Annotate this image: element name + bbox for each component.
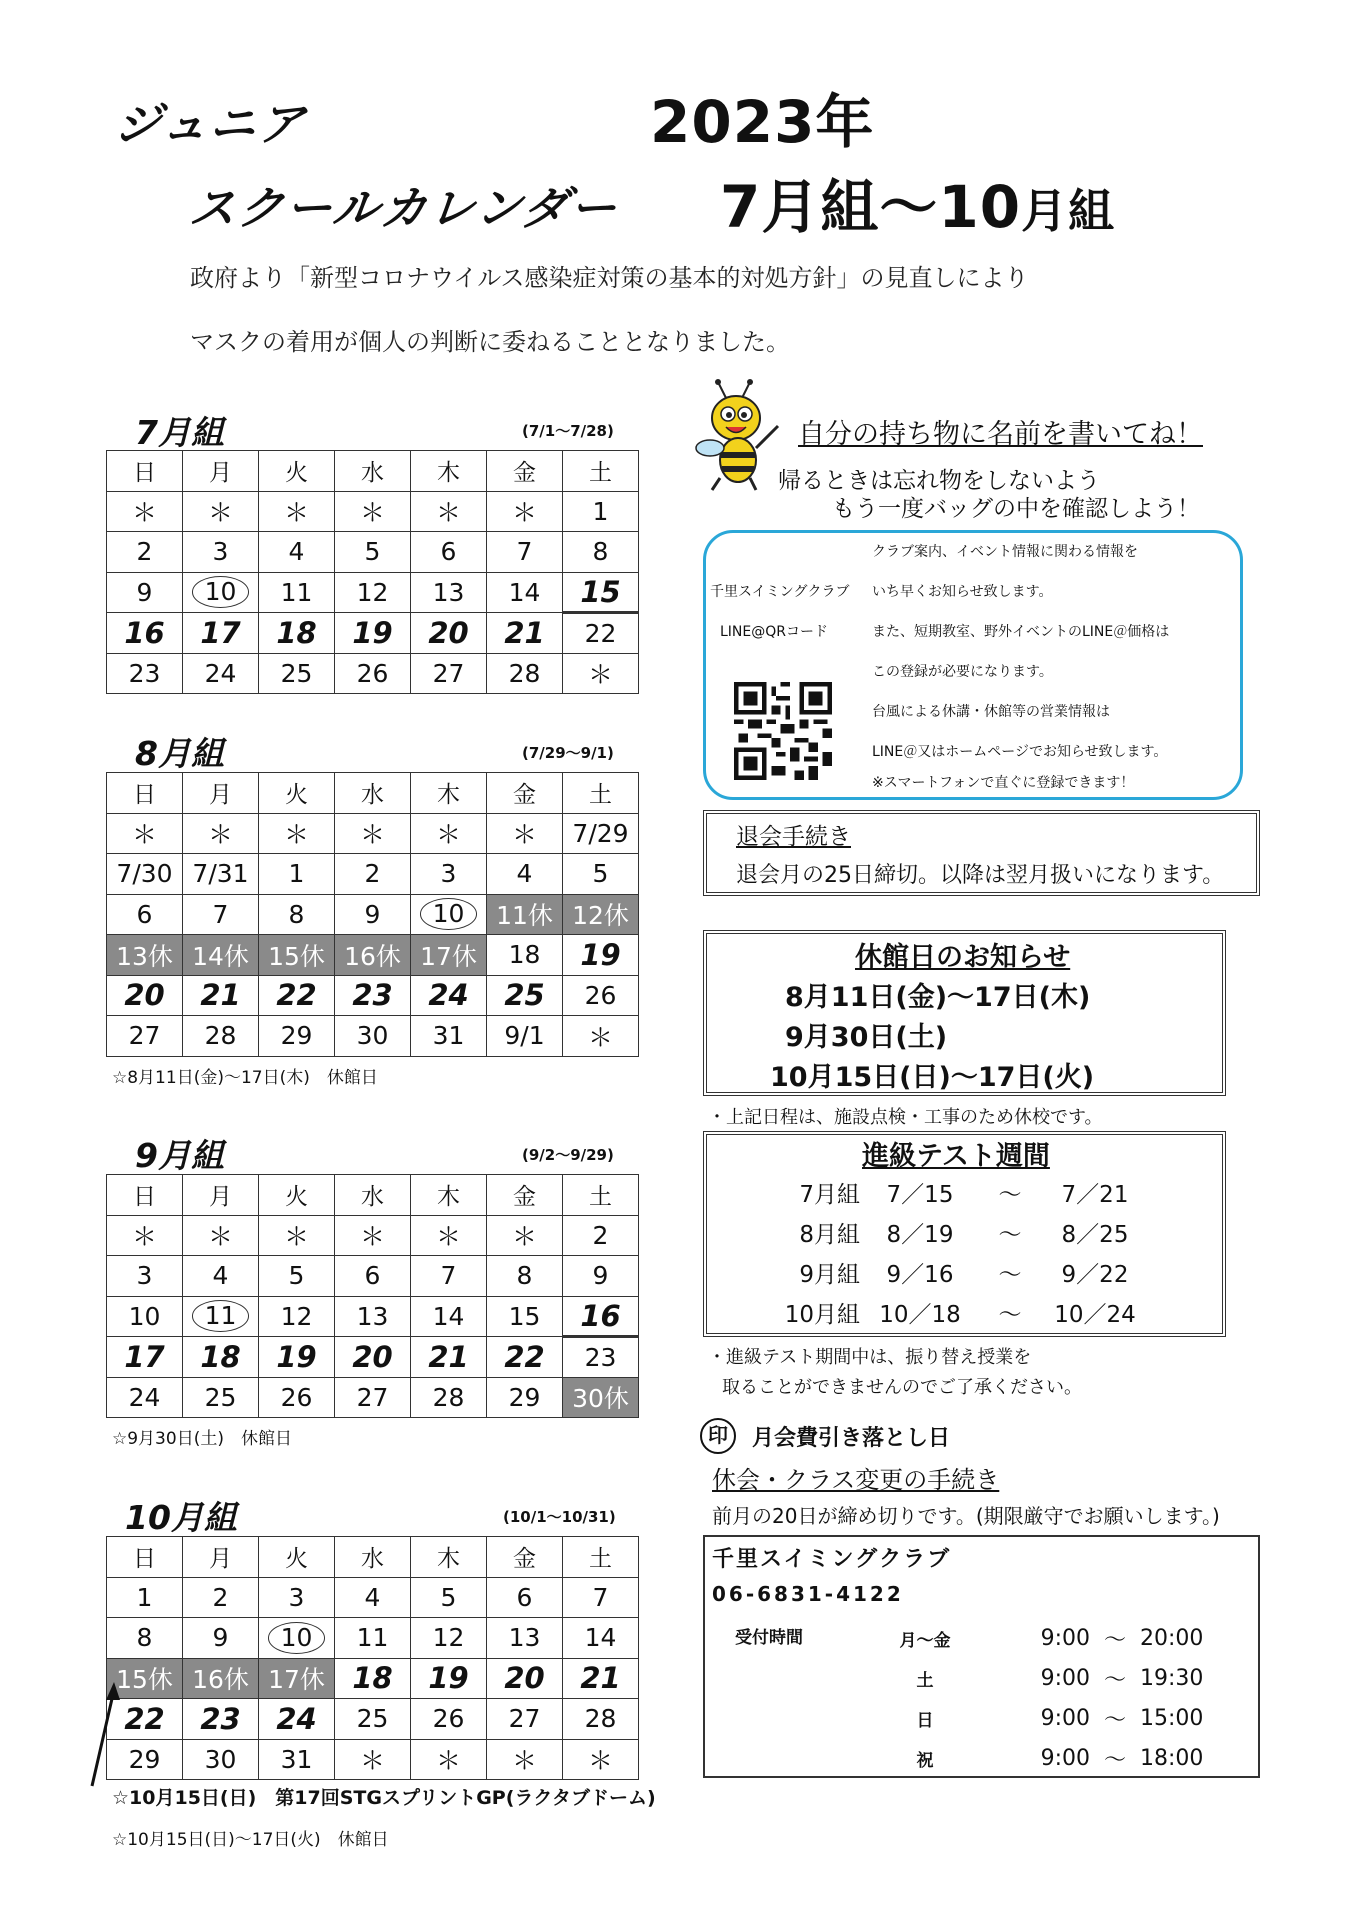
title-school-calendar: スクールカレンダー (186, 181, 621, 235)
day-cell: ＊ (183, 1215, 259, 1256)
day-cell: 29 (487, 1377, 563, 1418)
day-cell-test: 24 (411, 975, 487, 1016)
calendar-august (106, 772, 639, 1057)
day-cell: 28 (487, 653, 563, 694)
test-from: 7／15 (886, 1181, 954, 1208)
day-cell: ＊ (335, 1215, 411, 1256)
day-cell: 25 (183, 1377, 259, 1418)
day-cell-test: 15 (563, 572, 639, 613)
day-cell: ＊ (107, 813, 183, 854)
hours-open: 9:00 (1040, 1665, 1090, 1691)
calendar-july-range: (7/1〜7/28) (522, 422, 614, 440)
weekday-thu: 木 (411, 1175, 487, 1216)
calendar-september-range: (9/2〜9/29) (522, 1146, 614, 1164)
day-cell: 1 (259, 854, 335, 895)
day-cell: 7 (563, 1577, 639, 1618)
day-cell: 15 (487, 1296, 563, 1337)
day-cell: 9/1 (487, 1016, 563, 1057)
test-week-title: 進級テスト週間 (862, 1141, 1050, 1172)
day-cell: 26 (335, 653, 411, 694)
weekday-mon: 月 (183, 1175, 259, 1216)
day-cell: 7/31 (183, 854, 259, 895)
day-cell: 3 (183, 532, 259, 573)
day-cell: 26 (411, 1699, 487, 1740)
hours-sep: 〜 (1103, 1747, 1126, 1773)
day-cell: 25 (335, 1699, 411, 1740)
day-cell: 9 (107, 572, 183, 613)
calendar-august-range: (7/29〜9/1) (522, 744, 614, 762)
day-cell-test: 18 (335, 1658, 411, 1699)
day-cell: 18 (487, 935, 563, 976)
day-cell-test: 17 (107, 1337, 183, 1378)
day-cell: ＊ (183, 491, 259, 532)
day-cell-test: 19 (411, 1658, 487, 1699)
day-cell: ＊ (259, 491, 335, 532)
line-club-name: 千里スイミングクラブ (710, 584, 850, 600)
calendar-september (106, 1174, 639, 1418)
day-cell: ＊ (563, 1016, 639, 1057)
day-cell-test: 23 (183, 1699, 259, 1740)
day-cell-test: 19 (259, 1337, 335, 1378)
hours-day: 日 (916, 1710, 934, 1731)
day-cell-test: 19 (563, 935, 639, 976)
day-cell: 6 (107, 894, 183, 935)
day-cell: 12 (259, 1296, 335, 1337)
circled-day: 10 (268, 1622, 326, 1654)
day-cell-closed: 13休 (107, 935, 183, 976)
day-cell: 12 (411, 1618, 487, 1659)
day-cell-test: 22 (107, 1699, 183, 1740)
weekday-thu: 木 (411, 1537, 487, 1578)
day-cell: 28 (563, 1699, 639, 1740)
circled-day: 10 (420, 898, 478, 930)
day-cell: 2 (563, 1215, 639, 1256)
day-cell: 29 (259, 1016, 335, 1057)
day-cell: 30 (183, 1739, 259, 1780)
day-cell: ＊ (487, 813, 563, 854)
change-procedure-text: 前月の20日が締め切りです。(期限厳守でお願いします。) (712, 1504, 1220, 1528)
weekday-sun: 日 (107, 1175, 183, 1216)
day-cell: 6 (487, 1577, 563, 1618)
day-cell: 26 (563, 975, 639, 1016)
day-cell-test: 21 (411, 1337, 487, 1378)
test-group: 10月組 (784, 1301, 860, 1328)
weekday-tue: 火 (259, 1175, 335, 1216)
line-info-3: また、短期教室、野外イベントのLINE＠価格は (872, 624, 1170, 640)
intro-line-2: マスクの着用が個人の判断に委ねることとなりました。 (190, 328, 790, 356)
day-cell: ＊ (259, 813, 335, 854)
hours-sep: 〜 (1103, 1627, 1126, 1653)
weekday-thu: 木 (411, 451, 487, 492)
test-to: 8／25 (1061, 1221, 1129, 1248)
title-year: 2023年 (650, 88, 875, 156)
day-cell: 5 (411, 1577, 487, 1618)
day-cell: 31 (259, 1739, 335, 1780)
calendar-july (106, 450, 639, 694)
day-cell-test: 20 (107, 975, 183, 1016)
day-cell: 25 (259, 653, 335, 694)
day-cell: 7 (183, 894, 259, 935)
calendar-august-title: 8月組 (135, 734, 224, 773)
line-info-6: LINE＠又はホームページでお知らせ致します。 (872, 744, 1168, 760)
closure-note: ・上記日程は、施設点検・工事のため休校です。 (708, 1107, 1103, 1128)
day-cell: 13 (411, 572, 487, 613)
day-cell-test: 21 (487, 613, 563, 654)
closure-date-1: 8月11日(金)〜17日(木) (785, 982, 1091, 1013)
day-cell: 7/29 (563, 813, 639, 854)
test-from: 8／19 (886, 1221, 954, 1248)
day-cell: 22 (563, 613, 639, 654)
hours-table (870, 1618, 1230, 1778)
day-cell-closed: 16休 (335, 935, 411, 976)
hours-open: 9:00 (1040, 1705, 1090, 1731)
line-info-2: いち早くお知らせ致します。 (872, 584, 1053, 600)
day-cell: 3 (259, 1577, 335, 1618)
day-cell: 7/30 (107, 854, 183, 895)
closure-title: 休館日のお知らせ (855, 942, 1071, 973)
weekday-sun: 日 (107, 1537, 183, 1578)
day-cell: 13 (335, 1296, 411, 1337)
hours-day: 月〜金 (899, 1630, 951, 1651)
test-sep: 〜 (998, 1221, 1022, 1248)
day-cell: 23 (107, 653, 183, 694)
calendar-october (106, 1536, 639, 1780)
weekday-thu: 木 (411, 773, 487, 814)
test-from: 9／16 (886, 1261, 954, 1288)
hours-day: 土 (916, 1670, 934, 1691)
calendar-october-note-2: ☆10月15日(日)〜17日(火) 休館日 (112, 1830, 389, 1850)
test-sep: 〜 (998, 1301, 1022, 1328)
day-cell: 14 (487, 572, 563, 613)
day-cell-closed: 12休 (563, 894, 639, 935)
day-cell: 14 (411, 1296, 487, 1337)
hours-close: 20:00 (1140, 1625, 1204, 1651)
day-cell: 4 (259, 532, 335, 573)
calendar-september-title: 9月組 (135, 1136, 224, 1175)
weekday-wed: 水 (335, 773, 411, 814)
day-cell-test: 25 (487, 975, 563, 1016)
day-cell: 8 (563, 532, 639, 573)
weekday-sat: 土 (563, 773, 639, 814)
day-cell: 11 (259, 572, 335, 613)
day-cell: 27 (411, 653, 487, 694)
weekday-sat: 土 (563, 1175, 639, 1216)
title-groups-suffix: 月組 (1021, 184, 1116, 238)
day-cell: 5 (563, 854, 639, 895)
day-cell: 27 (487, 1699, 563, 1740)
weekday-wed: 水 (335, 1175, 411, 1216)
day-cell: ＊ (335, 1739, 411, 1780)
day-cell: 8 (259, 894, 335, 935)
day-cell: 8 (487, 1256, 563, 1297)
day-cell: 5 (335, 532, 411, 573)
line-info-1: クラブ案内、イベント情報に関わる情報を (872, 544, 1138, 560)
test-sep: 〜 (998, 1181, 1022, 1208)
day-cell-test: 20 (335, 1337, 411, 1378)
day-cell-closed: 14休 (183, 935, 259, 976)
belongings-line-1: 帰るときは忘れ物をしないよう (778, 468, 1100, 494)
test-to: 7／21 (1061, 1181, 1129, 1208)
day-cell: 14 (563, 1618, 639, 1659)
qr-code-icon (734, 682, 832, 780)
day-cell-closed: 11休 (487, 894, 563, 935)
day-cell-test: 23 (335, 975, 411, 1016)
day-cell: 31 (411, 1016, 487, 1057)
hours-label: 受付時間 (735, 1628, 803, 1648)
hours-open: 9:00 (1040, 1745, 1090, 1771)
day-cell: 8 (107, 1618, 183, 1659)
day-cell-test: 20 (411, 613, 487, 654)
day-cell-circled (259, 1618, 335, 1659)
day-cell: ＊ (411, 813, 487, 854)
day-cell: 6 (411, 532, 487, 573)
day-cell: ＊ (563, 1739, 639, 1780)
fee-title: 月会費引き落とし日 (752, 1426, 951, 1451)
weekday-fri: 金 (487, 1175, 563, 1216)
day-cell: 28 (411, 1377, 487, 1418)
day-cell-test: 22 (487, 1337, 563, 1378)
day-cell: 26 (259, 1377, 335, 1418)
day-cell-closed: 15休 (259, 935, 335, 976)
belongings-title: 自分の持ち物に名前を書いてね！ (798, 419, 1203, 450)
day-cell-test: 24 (259, 1699, 335, 1740)
day-cell-test: 21 (563, 1658, 639, 1699)
day-cell: 9 (183, 1618, 259, 1659)
day-cell: ＊ (335, 491, 411, 532)
weekday-wed: 水 (335, 1537, 411, 1578)
day-cell: 13 (487, 1618, 563, 1659)
weekday-sun: 日 (107, 773, 183, 814)
test-from: 10／18 (879, 1301, 961, 1328)
hours-open: 9:00 (1040, 1625, 1090, 1651)
day-cell-test: 18 (183, 1337, 259, 1378)
day-cell: 27 (335, 1377, 411, 1418)
stamp-icon: 印 (700, 1418, 736, 1454)
day-cell: ＊ (411, 1739, 487, 1780)
day-cell: 11 (335, 1618, 411, 1659)
contact-phone: 06-6831-4122 (712, 1582, 904, 1606)
day-cell: ＊ (335, 813, 411, 854)
day-cell-closed: 17休 (411, 935, 487, 976)
weekday-mon: 月 (183, 773, 259, 814)
contact-name: 千里スイミングクラブ (712, 1547, 952, 1572)
calendar-october-note: ☆10月15日(日) 第17回STGスプリントGP(ラクタブドーム) (112, 1787, 656, 1809)
day-cell-closed: 30休 (563, 1377, 639, 1418)
line-info-5: 台風による休講・休館等の営業情報は (872, 704, 1110, 720)
day-cell-test: 17 (183, 613, 259, 654)
closure-date-3: 10月15日(日)〜17日(火) (770, 1062, 1095, 1093)
calendar-october-range: (10/1〜10/31) (503, 1508, 616, 1526)
day-cell: 1 (563, 491, 639, 532)
hours-close: 18:00 (1140, 1745, 1204, 1771)
hours-close: 19:30 (1140, 1665, 1204, 1691)
test-week-note-2: 取ることができませんのでご了承ください。 (722, 1377, 1082, 1398)
test-to: 9／22 (1061, 1261, 1129, 1288)
test-sep: 〜 (998, 1261, 1022, 1288)
closure-date-2: 9月30日(土) (785, 1022, 948, 1053)
day-cell: 24 (107, 1377, 183, 1418)
day-cell: 29 (107, 1739, 183, 1780)
title-groups-main: 7月組〜10 (720, 173, 1022, 241)
day-cell: 2 (183, 1577, 259, 1618)
day-cell-circled (183, 1296, 259, 1337)
day-cell: 3 (107, 1256, 183, 1297)
day-cell: 23 (563, 1337, 639, 1378)
calendar-august-note: ☆8月11日(金)〜17日(木) 休館日 (112, 1068, 378, 1088)
day-cell: ＊ (411, 1215, 487, 1256)
day-cell-circled (411, 894, 487, 935)
day-cell: 27 (107, 1016, 183, 1057)
day-cell-closed: 17休 (259, 1658, 335, 1699)
weekday-mon: 月 (183, 451, 259, 492)
test-group: 9月組 (799, 1261, 860, 1288)
hours-close: 15:00 (1140, 1705, 1204, 1731)
weekday-wed: 水 (335, 451, 411, 492)
weekday-tue: 火 (259, 1537, 335, 1578)
day-cell: 5 (259, 1256, 335, 1297)
weekday-sat: 土 (563, 451, 639, 492)
weekday-fri: 金 (487, 451, 563, 492)
day-cell-closed: 16休 (183, 1658, 259, 1699)
day-cell: 2 (107, 532, 183, 573)
line-info-4: この登録が必要になります。 (872, 664, 1053, 680)
day-cell: 9 (563, 1256, 639, 1297)
hours-sep: 〜 (1103, 1707, 1126, 1733)
weekday-sat: 土 (563, 1537, 639, 1578)
day-cell: 4 (335, 1577, 411, 1618)
day-cell-test: 21 (183, 975, 259, 1016)
change-procedure-title: 休会・クラス変更の手続き (712, 1466, 1000, 1494)
line-info-7: ※スマートフォンで直ぐに登録できます！ (872, 775, 1135, 791)
day-cell: 24 (183, 653, 259, 694)
day-cell-test: 16 (563, 1296, 639, 1337)
hours-day: 祝 (916, 1750, 934, 1771)
line-qr-label: LINE@QRコード (720, 624, 828, 640)
day-cell-circled (183, 572, 259, 613)
arrow-icon (84, 1678, 124, 1790)
weekday-fri: 金 (487, 1537, 563, 1578)
day-cell: 3 (411, 854, 487, 895)
day-cell: 7 (487, 532, 563, 573)
calendar-july-title: 7月組 (135, 413, 224, 452)
day-cell: ＊ (411, 491, 487, 532)
calendar-october-title: 10月組 (125, 1498, 237, 1537)
day-cell: 12 (335, 572, 411, 613)
test-week-table (750, 1172, 1150, 1332)
title-junior: ジュニア (111, 97, 309, 151)
test-week-note-1: ・進級テスト期間中は、振り替え授業を (708, 1347, 1032, 1368)
day-cell: 9 (335, 894, 411, 935)
withdrawal-title: 退会手続き (736, 824, 851, 850)
day-cell: 4 (183, 1256, 259, 1297)
circled-day: 11 (192, 1300, 250, 1332)
day-cell: 28 (183, 1016, 259, 1057)
day-cell: 2 (335, 854, 411, 895)
weekday-fri: 金 (487, 773, 563, 814)
day-cell: 30 (335, 1016, 411, 1057)
circled-day: 10 (192, 576, 250, 608)
day-cell-test: 19 (335, 613, 411, 654)
weekday-tue: 火 (259, 773, 335, 814)
test-group: 8月組 (799, 1221, 860, 1248)
withdrawal-text: 退会月の25日締切。以降は翌月扱いになります。 (736, 863, 1225, 888)
bee-mascot-icon (690, 378, 785, 493)
day-cell-test: 18 (259, 613, 335, 654)
weekday-mon: 月 (183, 1537, 259, 1578)
day-cell-test: 20 (487, 1658, 563, 1699)
day-cell: 7 (411, 1256, 487, 1297)
weekday-tue: 火 (259, 451, 335, 492)
day-cell-test: 22 (259, 975, 335, 1016)
title-groups (720, 160, 1115, 244)
weekday-sun: 日 (107, 451, 183, 492)
test-group: 7月組 (799, 1181, 860, 1208)
test-to: 10／24 (1054, 1301, 1136, 1328)
belongings-line-2: もう一度バッグの中を確認しよう！ (832, 496, 1200, 522)
day-cell: ＊ (107, 491, 183, 532)
day-cell-closed: 15休 (107, 1658, 183, 1699)
day-cell: ＊ (259, 1215, 335, 1256)
day-cell: ＊ (183, 813, 259, 854)
day-cell: 10 (107, 1296, 183, 1337)
day-cell: ＊ (487, 1739, 563, 1780)
day-cell: 6 (335, 1256, 411, 1297)
day-cell-test: 16 (107, 613, 183, 654)
day-cell: ＊ (487, 491, 563, 532)
intro-line-1: 政府より「新型コロナウイルス感染症対策の基本的対処方針」の見直しにより (190, 264, 1029, 292)
day-cell: ＊ (487, 1215, 563, 1256)
hours-sep: 〜 (1103, 1667, 1126, 1693)
day-cell: ＊ (563, 653, 639, 694)
day-cell: 4 (487, 854, 563, 895)
calendar-september-note: ☆9月30日(土) 休館日 (112, 1429, 292, 1449)
day-cell: ＊ (107, 1215, 183, 1256)
day-cell: 1 (107, 1577, 183, 1618)
